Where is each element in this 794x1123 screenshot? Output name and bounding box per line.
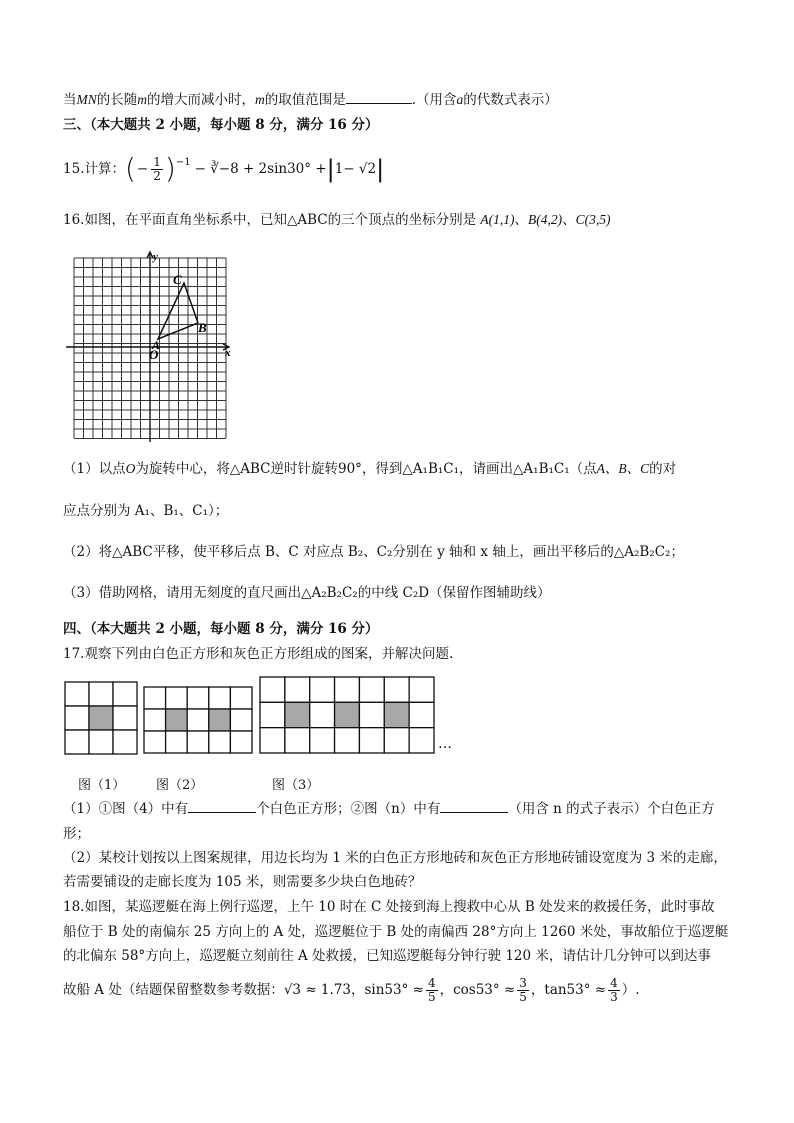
coordinate-grid-figure bbox=[66, 250, 236, 442]
white-square bbox=[285, 677, 310, 702]
white-square bbox=[230, 709, 252, 731]
caption-figure-2: 图（2） bbox=[156, 778, 204, 793]
text: ，tan53° ≈ bbox=[530, 982, 607, 998]
q18-line3: 的北偏东 58°方向上，巡逻艇立刻前往 A 处救援，已知巡逻艇每分钟行驶 120 米，请估计几分钟可以到达事 bbox=[63, 948, 711, 964]
white-square bbox=[359, 702, 384, 727]
white-square bbox=[230, 687, 252, 709]
white-square bbox=[409, 677, 434, 702]
gray-square bbox=[166, 709, 188, 731]
white-square bbox=[335, 677, 360, 702]
white-square bbox=[187, 709, 209, 731]
white-square bbox=[310, 728, 335, 753]
white-square bbox=[230, 731, 252, 753]
gray-square bbox=[89, 706, 113, 730]
label-o: O bbox=[149, 347, 159, 362]
q16-sub1 bbox=[63, 460, 676, 478]
pattern-figure-3 bbox=[259, 676, 435, 754]
white-square bbox=[359, 677, 384, 702]
answer-blank[interactable] bbox=[346, 91, 412, 104]
exponent: −1 bbox=[175, 157, 191, 168]
fraction-sin53: $\frac{4}{5}$ bbox=[427, 975, 436, 1004]
white-square bbox=[89, 682, 113, 706]
q14-continuation bbox=[63, 91, 558, 109]
text: 为旋转中心，将△ABC逆时针旋转90°，得到△A₁B₁C₁，请画出△A₁B₁C₁（点 bbox=[135, 461, 597, 477]
open-paren: ( bbox=[124, 152, 136, 185]
white-square bbox=[144, 709, 166, 731]
white-square bbox=[209, 731, 231, 753]
white-square bbox=[209, 687, 231, 709]
white-square bbox=[409, 702, 434, 727]
q17-sub1 bbox=[63, 800, 715, 818]
caption-figure-3: 图（3） bbox=[272, 778, 320, 793]
minus-sign: − bbox=[136, 161, 149, 177]
white-square bbox=[65, 706, 89, 730]
white-square bbox=[260, 728, 285, 753]
q18-line1: 18.如图，某巡逻艇在海上例行巡逻，上午 10 时在 C 处接到海上搜救中心从 B 处发来的救援任务，此时事故 bbox=[63, 899, 715, 915]
var-o: O bbox=[125, 461, 136, 476]
white-square bbox=[65, 682, 89, 706]
point-a: A(1,1) bbox=[480, 212, 515, 227]
pattern-figure-1 bbox=[64, 681, 138, 755]
white-square bbox=[113, 730, 137, 754]
q18-line2: 船位于 B 处的南偏东 25 方向上的 A 处，巡逻艇位于 B 处的南偏西 28°方向上 1260 米处，事故船位于巡逻艇 bbox=[63, 924, 729, 940]
gray-square bbox=[285, 702, 310, 727]
white-square bbox=[113, 682, 137, 706]
q18-line4 bbox=[63, 970, 640, 1010]
q16-sub1-line2: 应点分别为 A₁、B₁、C₁）； bbox=[63, 503, 229, 519]
label-y: y bbox=[153, 251, 158, 263]
white-square bbox=[310, 702, 335, 727]
white-square bbox=[335, 728, 360, 753]
label-c: C bbox=[173, 272, 182, 287]
var-m: m bbox=[255, 92, 265, 107]
separator: 、 bbox=[562, 212, 576, 228]
gray-square bbox=[335, 702, 360, 727]
var-abc: A、B、C bbox=[596, 461, 650, 476]
text: 的取值范围是 bbox=[264, 92, 346, 108]
white-square bbox=[65, 730, 89, 754]
text: （1）以点 bbox=[63, 461, 126, 477]
text: （1）①图（4）中有 bbox=[63, 801, 189, 817]
fraction: $\frac{1}{2}$ bbox=[153, 154, 161, 183]
caption-figure-1: 图（1） bbox=[78, 778, 126, 793]
white-square bbox=[384, 677, 409, 702]
q15 bbox=[63, 152, 384, 186]
text: 的代数式表示） bbox=[463, 92, 558, 108]
text: 的对 bbox=[649, 461, 677, 477]
fraction-tan53: $\frac{4}{3}$ bbox=[610, 975, 618, 1004]
white-square bbox=[187, 687, 209, 709]
white-square bbox=[409, 728, 434, 753]
text: .（用含 bbox=[411, 92, 457, 108]
pattern-figure-2 bbox=[143, 686, 253, 754]
separator: 、 bbox=[514, 212, 529, 228]
var-mn: MN bbox=[76, 92, 97, 107]
q17-sub2-line1: （2）某校计划按以上图案规律，用边长均为 1 米的白色正方形地砖和灰色正方形地砖铺设宽度为 3 米的走廊， bbox=[63, 850, 727, 866]
white-square bbox=[187, 731, 209, 753]
white-square bbox=[260, 702, 285, 727]
q16-stem bbox=[63, 211, 611, 229]
text: 的增大而减小时， bbox=[147, 92, 255, 108]
text: 故船 A 处（结题保留整数参考数据：√3 ≈ 1.73，sin53° ≈ bbox=[63, 982, 424, 998]
white-square bbox=[144, 687, 166, 709]
white-square bbox=[359, 728, 384, 753]
answer-blank-2[interactable] bbox=[440, 800, 508, 813]
q16-sub3: （3）借助网格，请用无刻度的直尺画出△A₂B₂C₂的中线 C₂D（保留作图辅助线） bbox=[63, 585, 551, 601]
abs-inner: 1− √2 bbox=[334, 161, 377, 177]
gray-square bbox=[384, 702, 409, 727]
abs-bar-left: | bbox=[326, 155, 335, 183]
answer-blank-1[interactable] bbox=[188, 800, 256, 813]
white-square bbox=[260, 677, 285, 702]
text: ，cos53° ≈ bbox=[439, 982, 516, 998]
white-square bbox=[166, 731, 188, 753]
label-x: x bbox=[225, 347, 231, 359]
var-a: a bbox=[456, 92, 464, 107]
text: 个白色正方形；②图（n）中有 bbox=[256, 801, 441, 817]
text: （用含 n 的式子表示）个白色正方 bbox=[508, 801, 715, 817]
q15-label: 15.计算： bbox=[63, 161, 125, 177]
ellipsis: … bbox=[438, 736, 452, 752]
white-square bbox=[310, 677, 335, 702]
q17-sub2-line2: 若需要铺设的走廊长度为 105 米，则需要多少块白色地砖？ bbox=[63, 874, 422, 890]
q17-sub1-line2: 形； bbox=[63, 826, 90, 842]
label-a: A bbox=[152, 338, 161, 352]
white-square bbox=[113, 706, 137, 730]
x-axis bbox=[66, 344, 229, 350]
label-b: B bbox=[198, 320, 207, 335]
abs-bar-right: | bbox=[376, 155, 385, 183]
close-paren: ) bbox=[164, 152, 176, 185]
white-square bbox=[384, 728, 409, 753]
text: 当 bbox=[63, 92, 77, 108]
q16-stem-text: 16.如图，在平面直角坐标系中，已知△ABC的三个顶点的坐标分别是 bbox=[63, 212, 477, 228]
white-square bbox=[89, 730, 113, 754]
point-b: B(4,2) bbox=[528, 212, 563, 227]
section-3-heading: 三、（本大题共 2 小题，每小题 8 分，满分 16 分） bbox=[63, 117, 379, 133]
white-square bbox=[144, 731, 166, 753]
q15-expression: − ∛−8 + 2sin30° + bbox=[194, 161, 327, 177]
gray-square bbox=[209, 709, 231, 731]
text: 的长随 bbox=[96, 92, 138, 108]
q16-sub2: （2）将△ABC平移，使平移后点 B、C 对应点 B₂、C₂分别在 y 轴和 x 轴上，画出平移后的△A₂B₂C₂； bbox=[63, 544, 684, 560]
text: ）. bbox=[621, 982, 640, 998]
q17-stem: 17.观察下列由白色正方形和灰色正方形组成的图案，并解决问题. bbox=[63, 646, 454, 662]
white-square bbox=[166, 687, 188, 709]
section-4-heading: 四、（本大题共 2 小题，每小题 8 分，满分 16 分） bbox=[63, 621, 379, 637]
point-c: C(3,5) bbox=[575, 212, 611, 227]
fraction-cos53: $\frac{3}{5}$ bbox=[519, 975, 527, 1004]
white-square bbox=[285, 728, 310, 753]
var-m: m bbox=[137, 92, 147, 107]
